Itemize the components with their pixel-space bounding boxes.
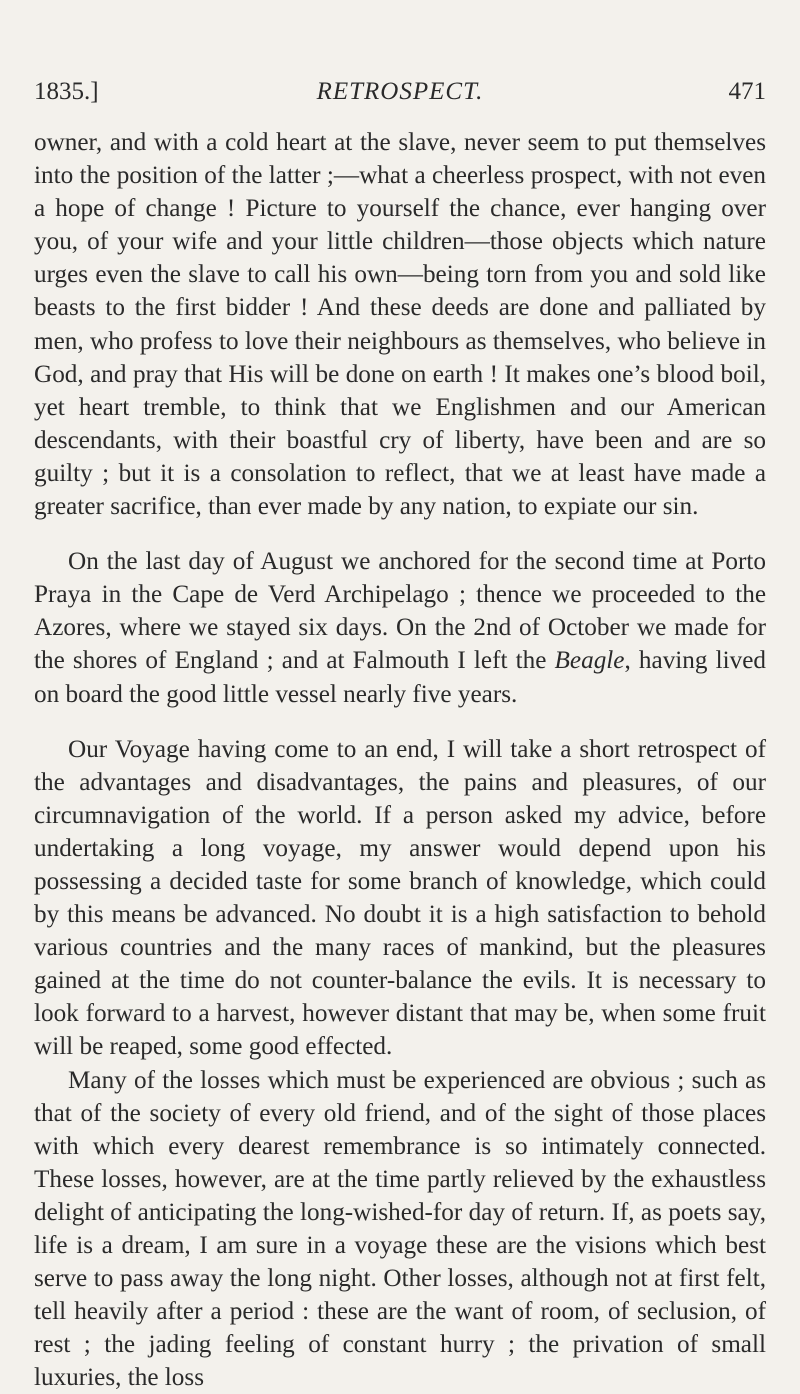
- paragraph-2-part-2: , having lived on board the good little vessel nearly five years.: [34, 647, 766, 708]
- running-header: [34, 78, 766, 114]
- paragraph-2-part-1: On the last day of August we anchored for the second time at Porto Praya in the Cape de Verd Archipelago ; thence we proceeded to the Azores, where we stayed six days. On the 2nd of October we made for the shores of England ; and at Falmouth I left the: [34, 548, 766, 675]
- header-year: 1835.]: [34, 78, 99, 105]
- paragraph-4: Many of the losses which must be experienced are obvious ; such as that of the society of every old friend, and of the sight of those places with which every dearest remembrance is so intimately connected. These losses, however, are at the time partly relieved by the exhaustless delight of anticipating the long-wished-for day of return. If, as poets say, life is a dream, I am sure in a voyage these are the visions which best serve to pass away the long night. Other losses, although not at first felt, tell heavily after a period : these are the want of room, of seclusion, of rest ; the jading feeling of constant hurry ; the privation of small luxuries, the loss: [34, 1066, 766, 1392]
- paragraph-1: owner, and with a cold heart at the slave, never seem to put themselves into the position of the latter ;—what a cheerless prospect, with not even a hope of change ! Picture to yourself the chance, ever hanging over you, of your wife and your little children—those objects which nature urges even the slave to call his own—being torn from you and sold like beasts to the first bidder ! And these deeds are done and palliated by men, who profess to love their neighbours as themselves, who believe in God, and pray that His will be done on earth ! It makes one’s blood boil, yet heart tremble, to think that we Englishmen and our American descendants, with their boastful cry of liberty, have been and are so guilty ; but it is a consolation to reflect, that we at least have made a greater sacrifice, than ever made by any nation, to expiate our sin.: [34, 129, 766, 521]
- body-text: [34, 126, 766, 1394]
- paragraph-3: Our Voyage having come to an end, I will take a short retrospect of the advantages and disadvantages, the pains and pleasures, of our circumnavigation of the world. If a person asked my advice, before undertaking a long voyage, my answer would depend upon his possessing a decided taste for some branch of knowledge, which could by this means be advanced. No doubt it is a high satisfaction to behold various countries and the many races of mankind, but the pleasures gained at the time do not counter-balance the evils. It is necessary to look forward to a harvest, however distant that may be, when some fruit will be reaped, some good effected.: [34, 735, 766, 1061]
- page-number: 471: [728, 78, 766, 105]
- paragraph-2: [34, 545, 766, 710]
- ship-name: Beagle: [554, 647, 625, 675]
- header-title: RETROSPECT.: [316, 78, 484, 105]
